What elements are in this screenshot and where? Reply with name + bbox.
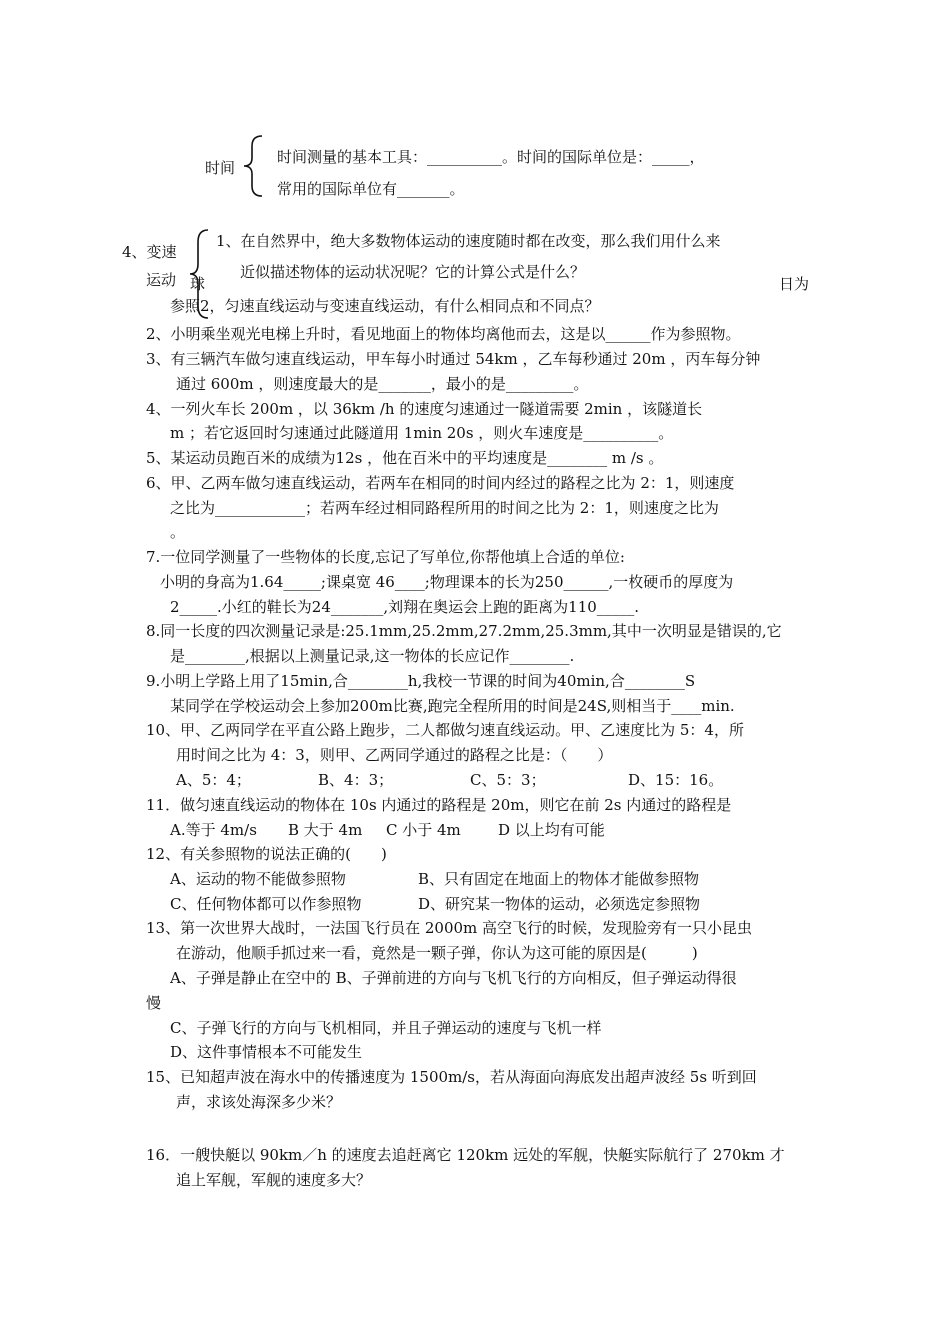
- question-2: 2、小明乘坐观光电梯上升时，看见地面上的物体均离他而去，这是以______作为参照物。: [146, 325, 741, 343]
- question-12-option-d: D、研究某一物体的运动，必须选定参照物: [418, 895, 701, 913]
- question-3-line-1: 3、有三辆汽车做匀速直线运动，甲车每小时通过 54km ，乙车每秒通过 20m ，丙车每分钟: [146, 350, 761, 368]
- motion-label-1: 4、变速: [122, 243, 177, 261]
- question-6-line-2: 之比为____________；若两车经过相同路程所用的时间之比为 2：1，则速度之比为: [170, 499, 719, 517]
- time-line-1: 时间测量的基本工具：__________。时间的国际单位是：_____，: [277, 148, 705, 166]
- question-13-option-a-cont: 慢: [146, 994, 162, 1012]
- question-7-line-1: 7.一位同学测量了一些物体的长度,忘记了写单位,你帮他填上合适的单位:: [146, 548, 625, 566]
- question-12-line-1: 12、有关参照物的说法正确的( ): [146, 845, 387, 863]
- motion-q1-line-2: 近似描述物体的运动状况呢？它的计算公式是什么？: [240, 263, 586, 281]
- question-10-option-a: A、5：4；: [176, 771, 251, 789]
- question-6-line-3: 。: [170, 523, 186, 541]
- question-9-line-1: 9.小明上学路上用了15min,合________h,我校一节课的时间为40min,合________S: [146, 672, 696, 690]
- question-7-line-2: 小明的身高为1.64_____;课桌宽 46____;物理课本的长为250______,一枚硬币的厚度为: [160, 573, 734, 591]
- question-6-line-1: 6、甲、乙两车做匀速直线运动，若两车在相同的时间内经过的路程之比为 2：1，则速度: [146, 474, 735, 492]
- question-11-option-d: D 以上均有可能: [498, 821, 605, 839]
- motion-stray-char: 球: [190, 275, 206, 293]
- question-16-line-2: 追上军舰，军舰的速度多大？: [176, 1171, 372, 1189]
- question-10-option-b: B、4：3；: [318, 771, 394, 789]
- question-5: 5、某运动员跑百米的成绩为12s ，他在百米中的平均速度是________ m /s 。: [146, 449, 664, 467]
- question-8-line-1: 8.同一长度的四次测量记录是:25.1mm,25.2mm,27.2mm,25.3mm,其中一次明显是错误的,它: [146, 622, 782, 640]
- time-label: 时间: [205, 159, 236, 177]
- question-9-line-2: 某同学在学校运动会上参加200m比赛,跑完全程所用的时间是24S,则相当于____min.: [170, 697, 735, 715]
- question-15-line-1: 15、已知超声波在海水中的传播速度为 1500m/s，若从海面向海底发出超声波经 5s 听到回: [146, 1068, 757, 1086]
- question-8-line-2: 是________,根据以上测量记录,这一物体的长应记作________.: [170, 647, 575, 665]
- motion-stray-right: 日为: [779, 275, 810, 293]
- question-13-line-1: 13、第一次世界大战时，一法国飞行员在 2000m 高空飞行的时候，发现脸旁有一只小昆虫: [146, 919, 753, 937]
- question-11-line-1: 11．做匀速直线运动的物体在 10s 内通过的路程是 20m，则它在前 2s 内通过的路程是: [146, 796, 732, 814]
- question-4-line-2: m ；若它返回时匀速通过此隧道用 1min 20s ，则火车速度是__________。: [170, 424, 674, 442]
- question-10-option-c: C、5：3；: [470, 771, 546, 789]
- question-10-line-1: 10、甲、乙两同学在平直公路上跑步，二人都做匀速直线运动。甲、乙速度比为 5：4，所: [146, 721, 744, 739]
- question-13-option-c: C、子弹飞行的方向与飞机相同，并且子弹运动的速度与飞机一样: [170, 1019, 602, 1037]
- question-12-option-c: C、任何物体都可以作参照物: [170, 895, 362, 913]
- motion-q2-overlap: 参照2，匀速直线运动与变速直线运动，有什么相同点和不同点？: [170, 297, 600, 315]
- question-16-line-1: 16．一艘快艇以 90km／h 的速度去追赶离它 120km 远处的军舰，快艇实际航行了 270km 才: [146, 1146, 785, 1164]
- question-3-line-2: 通过 600m ，则速度最大的是_______，最小的是_________。: [176, 375, 589, 393]
- question-12-option-b: B、只有固定在地面上的物体才能做参照物: [418, 870, 700, 888]
- motion-q1-line-1: 1、在自然界中，绝大多数物体运动的速度随时都在改变，那么我们用什么来: [216, 232, 721, 250]
- time-line-2: 常用的国际单位有_______。: [277, 180, 465, 198]
- question-15-line-2: 声，求该处海深多少米？: [176, 1093, 342, 1111]
- question-4-line-1: 4、一列火车长 200m ，以 36km /h 的速度匀速通过一隧道需要 2min ，该隧道长: [146, 400, 703, 418]
- question-13-option-a: A、子弹是静止在空中的 B、子弹前进的方向与飞机飞行的方向相反，但子弹运动得很: [170, 969, 737, 987]
- time-brace: [240, 134, 266, 198]
- question-10-line-2: 用时间之比为 4：3，则甲、乙两同学通过的路程之比是：（ ）: [176, 746, 613, 764]
- question-13-option-d: D、这件事情根本不可能发生: [170, 1043, 363, 1061]
- question-11-option-c: C 小于 4m: [386, 821, 461, 839]
- question-13-line-2: 在游动，他顺手抓过来一看，竟然是一颗子弹，你认为这可能的原因是( ): [176, 944, 698, 962]
- motion-label-2: 运动: [146, 271, 177, 289]
- question-10-option-d: D、15：16。: [628, 771, 724, 789]
- question-11-option-a: A.等于 4m/s: [170, 821, 257, 839]
- question-12-option-a: A、运动的物不能做参照物: [170, 870, 346, 888]
- question-11-option-b: B 大于 4m: [288, 821, 363, 839]
- question-7-line-3: 2_____.小红的鞋长为24_______,刘翔在奥运会上跑的距离为110_____.: [170, 598, 640, 616]
